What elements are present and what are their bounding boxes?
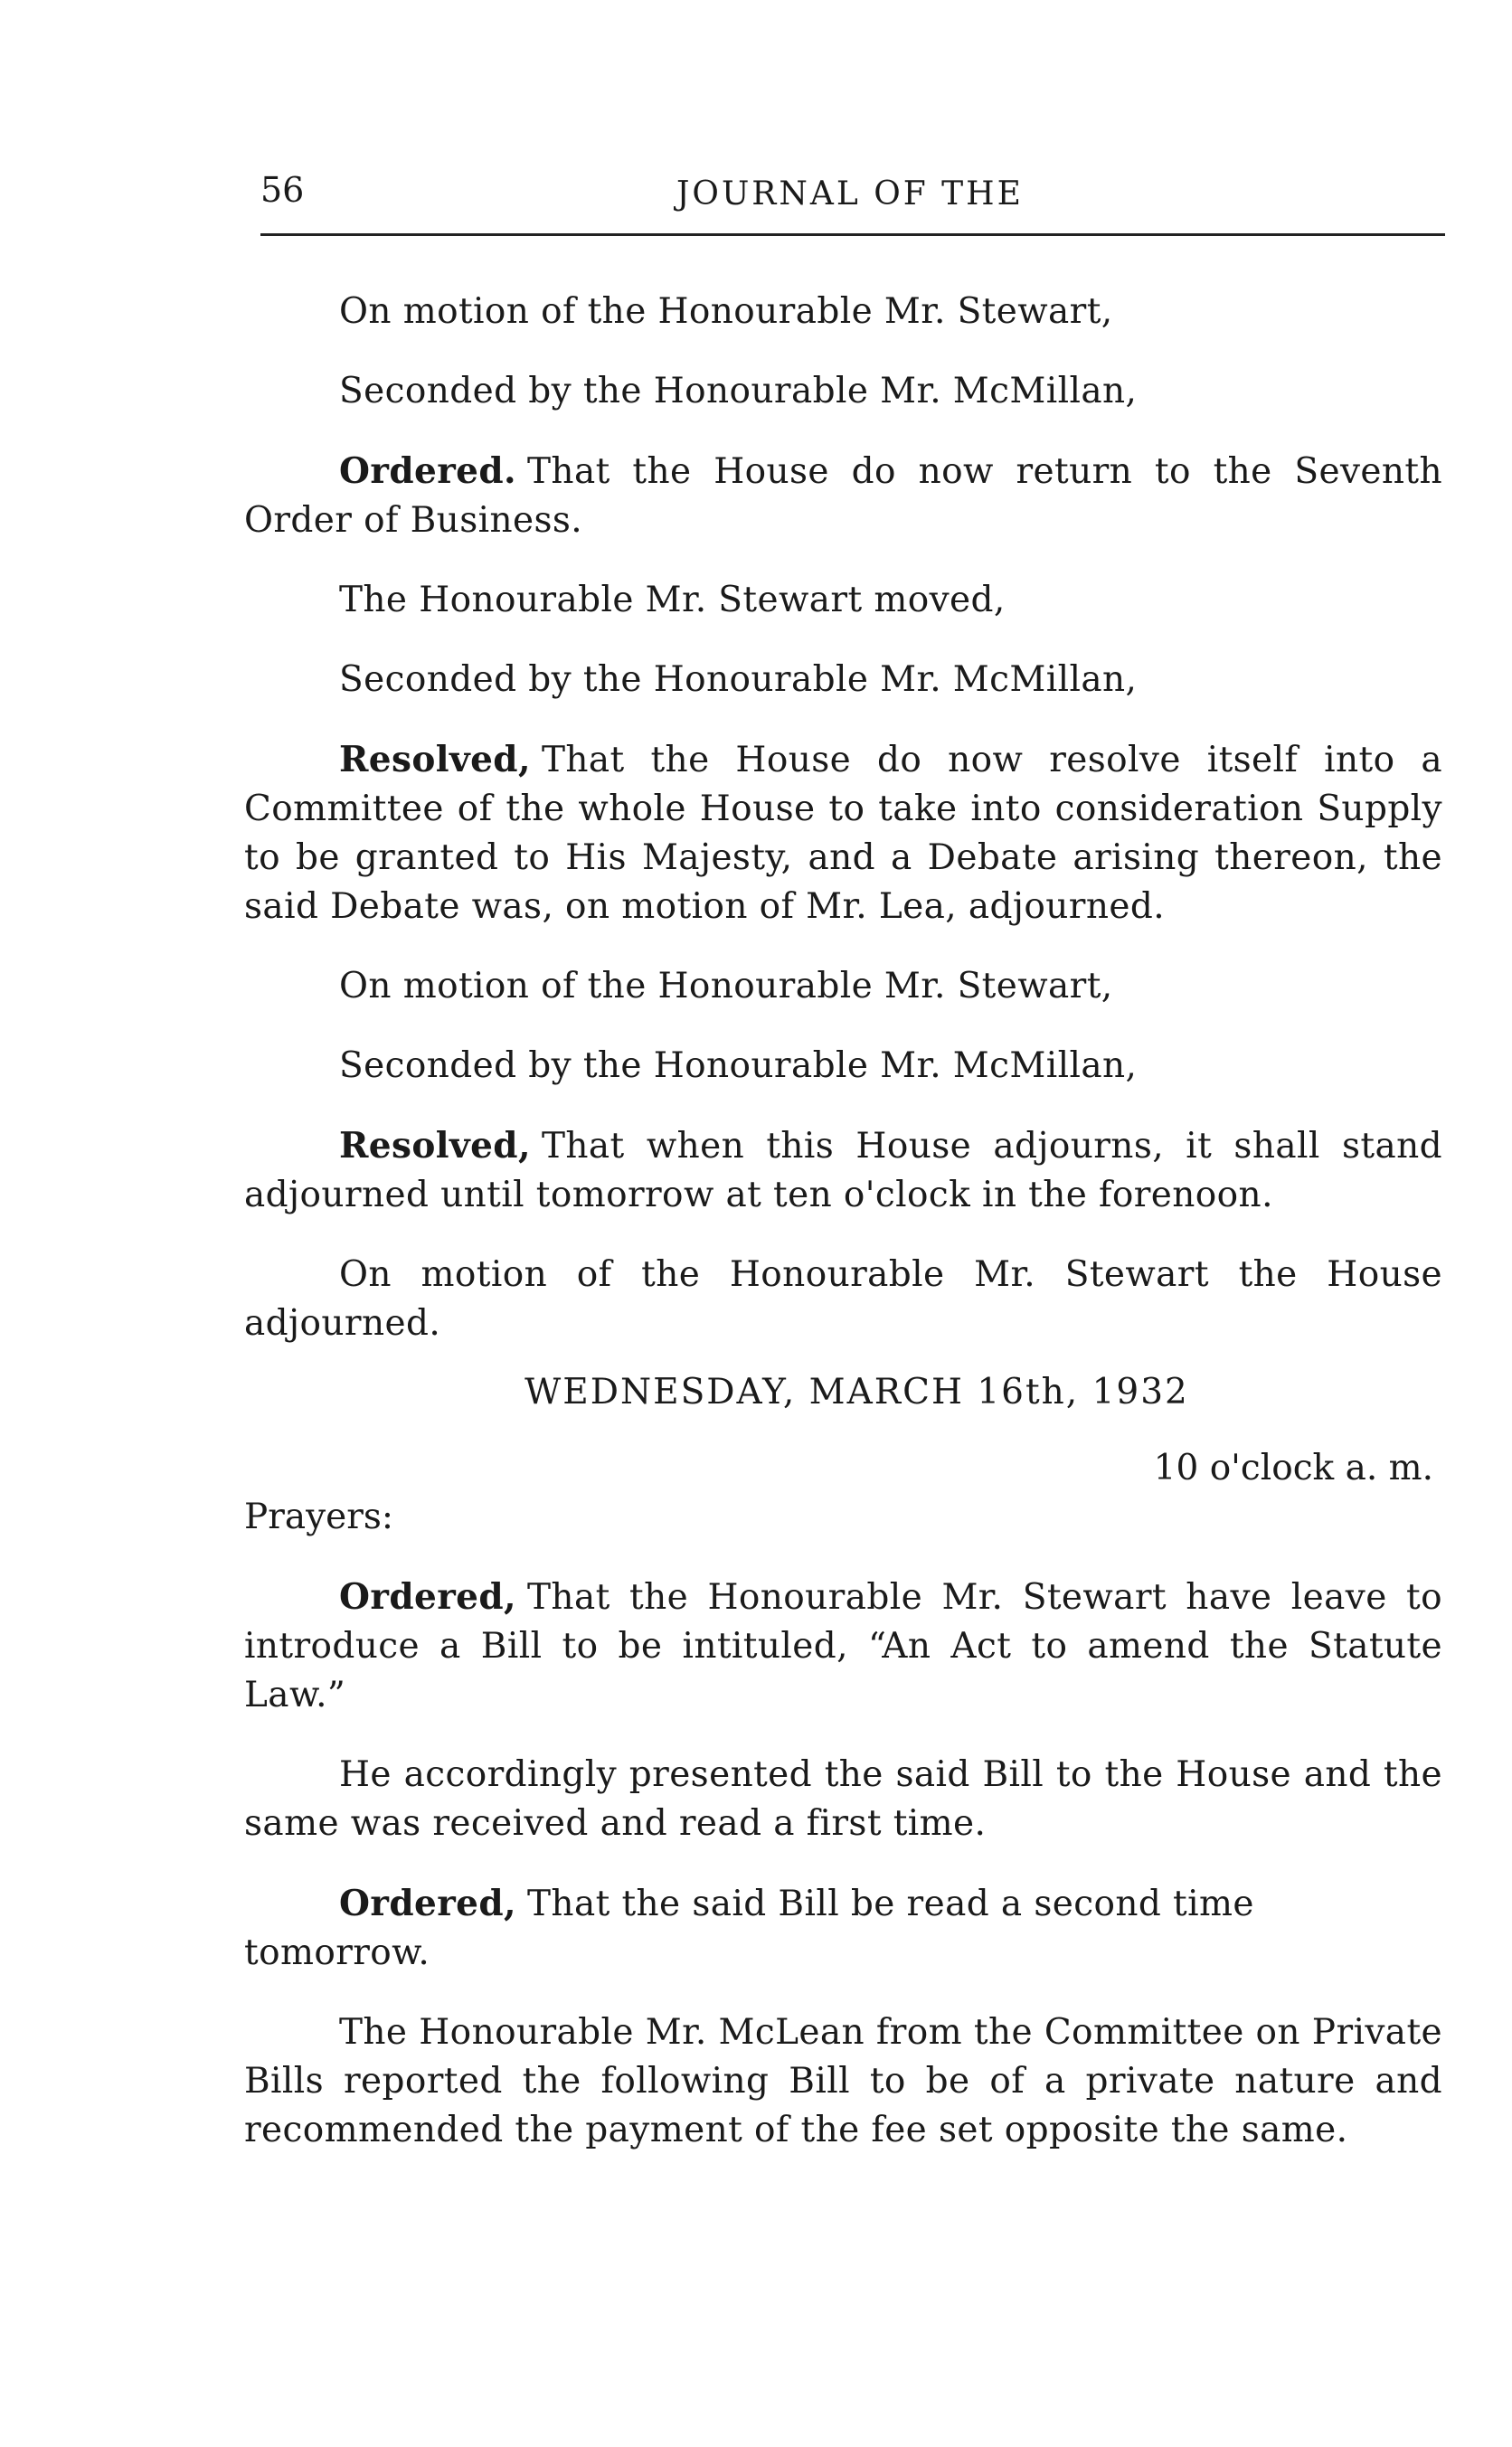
paragraph-text: Seconded by the Honourable Mr. McMillan, (339, 371, 1138, 411)
paragraph-lead: Ordered. (339, 450, 517, 492)
motion-paragraph (244, 962, 1442, 1011)
adjourned-paragraph (244, 1251, 1442, 1348)
ordered-paragraph (244, 1879, 1442, 1978)
presented-paragraph (244, 1751, 1442, 1848)
sitting-time: 10 o'clock a. m. (1153, 1448, 1433, 1488)
paragraph-lead: Ordered, (339, 1883, 517, 1924)
running-head: JOURNAL OF THE (676, 175, 1024, 213)
paragraph-lead: Ordered, (339, 1576, 517, 1618)
paragraph-text: On motion of the Honourable Mr. Stewart the House adjourned. (244, 1254, 1442, 1344)
paragraph-text: On motion of the Honourable Mr. Stewart, (339, 291, 1113, 332)
paragraph-text: On motion of the Honourable Mr. Stewart, (339, 966, 1113, 1006)
sitting-date: WEDNESDAY, MARCH 16th, 1932 (524, 1372, 1189, 1412)
paragraph-text: That the House do now return to the Seventh Order of Business. (244, 451, 1442, 541)
resolved-paragraph (244, 1121, 1442, 1220)
paragraph-lead: Resolved, (339, 1125, 531, 1167)
ordered-paragraph (244, 447, 1442, 545)
paragraph-text: That the said Bill be read a second time tomorrow. (244, 1884, 1254, 1973)
journal-body (244, 288, 1442, 2186)
paragraph-text: The Honourable Mr. McLean from the Committee on Private Bills reported the following Bill to be of a private nature and recommended the payment of the fee set opposite the same. (244, 2012, 1442, 2150)
page-header (260, 170, 1445, 224)
page-number: 56 (260, 170, 305, 210)
seconded-paragraph (244, 367, 1442, 416)
header-rule (260, 233, 1445, 236)
resolved-paragraph (244, 735, 1442, 931)
paragraph-text: He accordingly presented the said Bill to the House and the same was received and read a first time. (244, 1754, 1442, 1844)
paragraph-text: Seconded by the Honourable Mr. McMillan, (339, 659, 1138, 700)
paragraph-lead: Resolved, (339, 739, 531, 780)
committee-report-paragraph (244, 2008, 1442, 2155)
ordered-paragraph (244, 1573, 1442, 1720)
seconded-paragraph (244, 656, 1442, 704)
paragraph-text: That the Honourable Mr. Stewart have leave to introduce a Bill to be intituled, “An Act to amend the Statute Law.” (244, 1577, 1442, 1715)
paragraph-text: That the House do now resolve itself into a Committee of the whole House to take into consideration Supply to be granted to His Majesty, and a Debate arising thereon, the said Debate was, on motion of Mr. Lea, adjourned. (244, 740, 1442, 927)
paragraph-text: The Honourable Mr. Stewart moved, (339, 580, 1006, 620)
paragraph-text: Seconded by the Honourable Mr. McMillan, (339, 1045, 1138, 1086)
seconded-paragraph (244, 1042, 1442, 1091)
motion-paragraph (244, 288, 1442, 336)
paragraph-text: That when this House adjourns, it shall stand adjourned until tomorrow at ten o'clock in the forenoon. (244, 1126, 1442, 1215)
prayers-label: Prayers: (244, 1497, 394, 1537)
moved-paragraph (244, 576, 1442, 625)
